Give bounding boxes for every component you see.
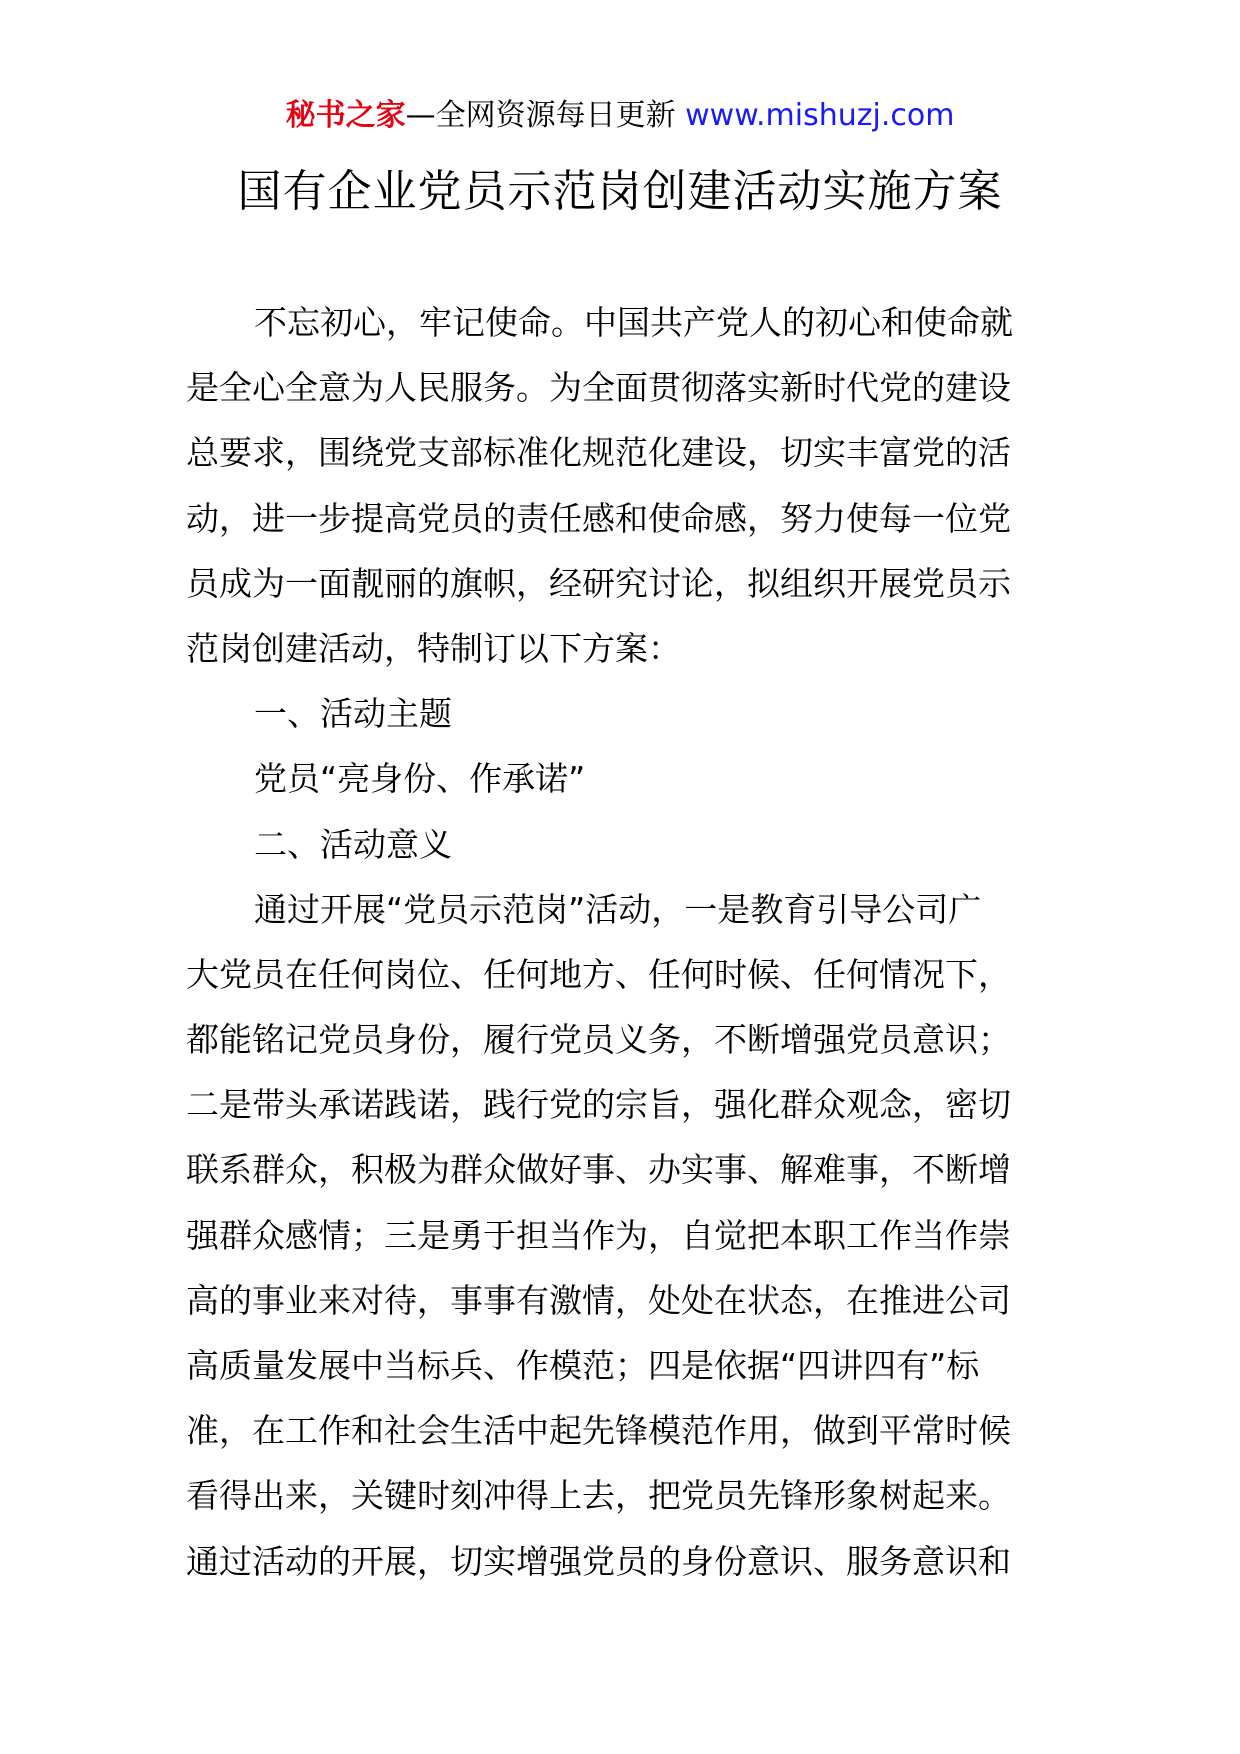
paragraph-line: 动，进一步提高党员的责任感和使命感，努力使每一位党 (186, 498, 1011, 538)
theme-line: 党员“亮身份、作承诺” (254, 759, 586, 799)
brand-name: 秘书之家 (285, 98, 406, 133)
paragraph-line: 都能铭记党员身份，履行党员义务，不断增强党员意识； (186, 1020, 1011, 1060)
document-body (186, 290, 1056, 1594)
site-url-link[interactable]: www.mishuzj.com (685, 98, 955, 133)
header-slogan: —全网资源每日更新 (405, 98, 676, 133)
site-header (0, 96, 1240, 136)
paragraph-line: 通过开展“党员示范岗”活动，一是教育引导公司广 (254, 889, 982, 929)
paragraph-line: 强群众感情；三是勇于担当作为，自觉把本职工作当作崇 (186, 1215, 1011, 1255)
document-title: 国有企业党员示范岗创建活动实施方案 (237, 166, 1003, 217)
section-heading: 一、活动主题 (254, 694, 452, 734)
paragraph-line: 大党员在任何岗位、任何地方、任何时候、任何情况下， (186, 954, 1011, 994)
paragraph-line: 联系群众，积极为群众做好事、办实事、解难事，不断增 (186, 1150, 1011, 1190)
paragraph-line: 总要求，围绕党支部标准化规范化建设，切实丰富党的活 (186, 433, 1011, 473)
paragraph-line: 准，在工作和社会生活中起先锋模范作用，做到平常时候 (186, 1411, 1011, 1451)
paragraph-line: 通过活动的开展，切实增强党员的身份意识、服务意识和 (186, 1541, 1011, 1581)
paragraph-line: 二是带头承诺践诺，践行党的宗旨，强化群众观念，密切 (186, 1085, 1011, 1125)
paragraph-line: 高的事业来对待，事事有激情，处处在状态，在推进公司 (186, 1280, 1011, 1320)
paragraph-line: 员成为一面靓丽的旗帜，经研究讨论，拟组织开展党员示 (186, 563, 1011, 603)
paragraph-line: 看得出来，关键时刻冲得上去，把党员先锋形象树起来。 (186, 1476, 1011, 1516)
paragraph-line: 不忘初心，牢记使命。中国共产党人的初心和使命就 (254, 303, 1013, 342)
section-heading: 二、活动意义 (254, 824, 452, 864)
paragraph-line: 是全心全意为人民服务。为全面贯彻落实新时代党的建设 (186, 368, 1011, 408)
paragraph-line: 范岗创建活动，特制订以下方案： (186, 628, 681, 668)
paragraph-line: 高质量发展中当标兵、作模范；四是依据“四讲四有”标 (186, 1346, 980, 1385)
